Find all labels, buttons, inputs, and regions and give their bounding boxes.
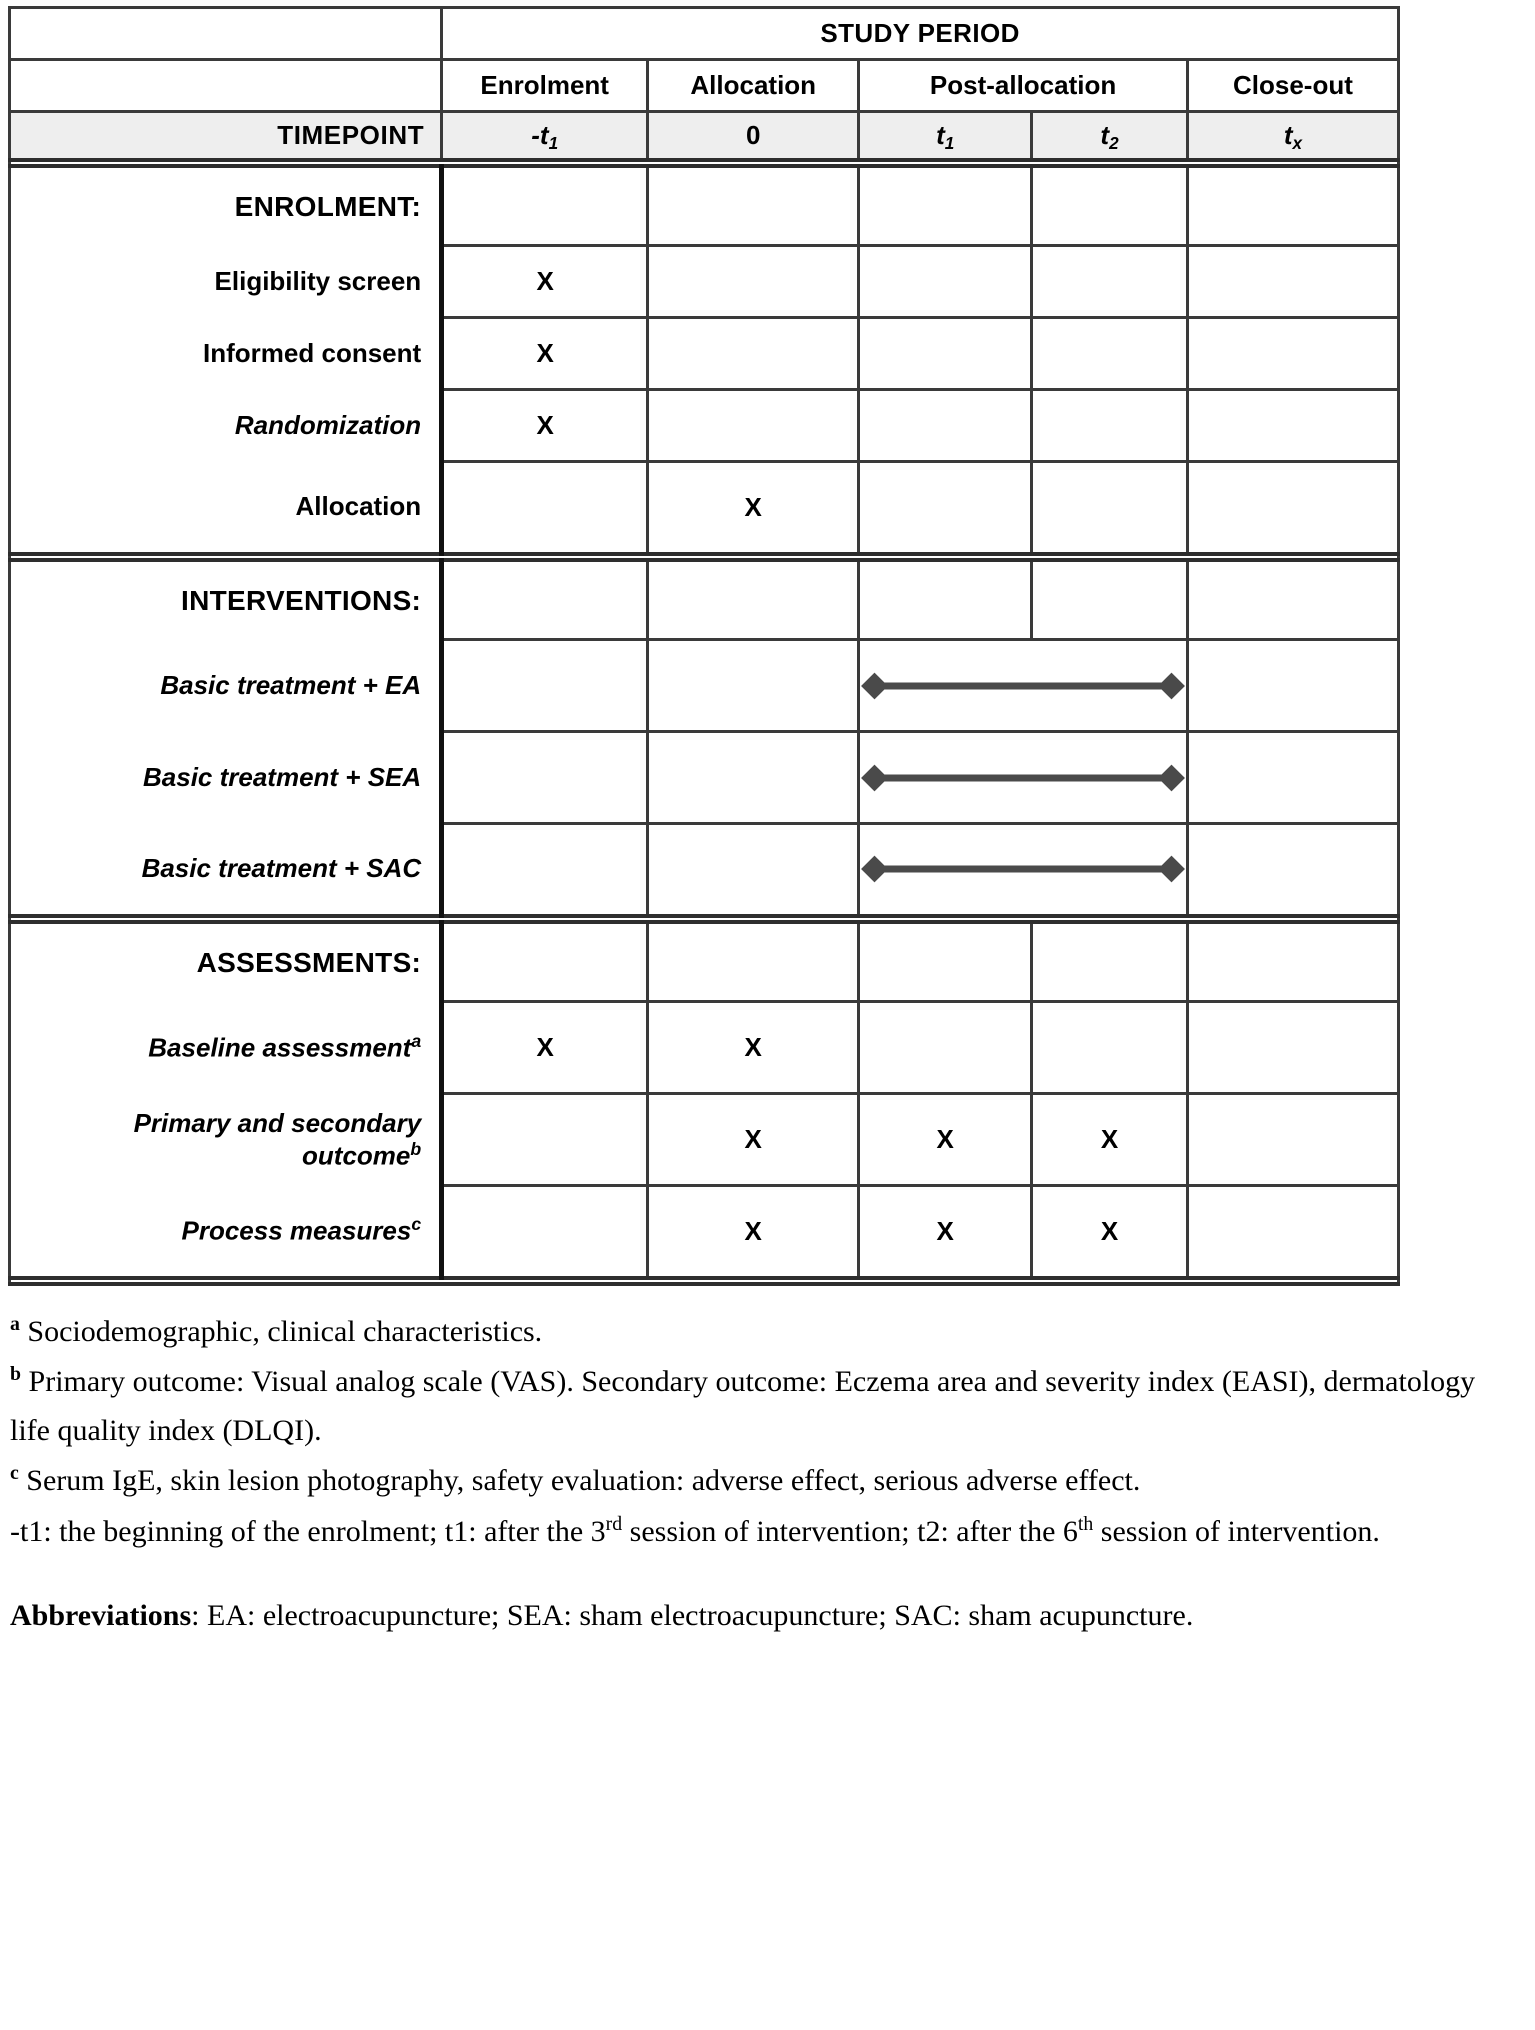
- intervention-bar-sea: [859, 732, 1188, 824]
- footnote-timepoints: [10, 1508, 1510, 1557]
- bar-line: [874, 866, 1172, 873]
- section-heading-assessments: ASSESSMENTS:: [10, 922, 442, 1002]
- cell-mark: [1032, 318, 1188, 390]
- cell-mark: [1187, 1094, 1398, 1186]
- table-bottom-border: [10, 1278, 1399, 1284]
- cell-mark: X: [648, 1186, 859, 1278]
- cell: [442, 166, 648, 246]
- footnote-marker-a: a: [411, 1031, 422, 1052]
- row-label-informed-consent: Informed consent: [10, 318, 442, 390]
- cell: [442, 560, 648, 640]
- cell: [1032, 166, 1188, 246]
- cell-mark: [442, 1094, 648, 1186]
- cell-mark: [859, 246, 1032, 318]
- row-label-primary-secondary-outcome-text: Primary and secondary outcome: [133, 1107, 422, 1171]
- table-row: [10, 318, 1399, 390]
- phase-post-allocation: Post-allocation: [859, 60, 1188, 112]
- table-row: [10, 732, 1399, 824]
- cell: [1187, 732, 1398, 824]
- table-row: [10, 640, 1399, 732]
- cell: [1032, 560, 1188, 640]
- footnotes-block: [10, 1308, 1510, 1642]
- bar-diamond-start: [861, 764, 888, 791]
- cell-mark: X: [1032, 1186, 1188, 1278]
- cell-mark: X: [648, 1094, 859, 1186]
- study-period-header: STUDY PERIOD: [442, 8, 1399, 60]
- separator-cell: [1187, 1278, 1398, 1284]
- separator-cell: [442, 1278, 648, 1284]
- timepoint-tx-base: t: [1283, 119, 1293, 150]
- cell: [1187, 166, 1398, 246]
- cell: [859, 560, 1032, 640]
- cell-mark: [1187, 246, 1398, 318]
- table-row: [10, 390, 1399, 462]
- cell: [648, 560, 859, 640]
- table-row: [10, 462, 1399, 554]
- bar-diamond-end: [1158, 764, 1185, 791]
- cell-mark: [648, 246, 859, 318]
- footnote-c-text: Serum IgE, skin lesion photography, safety evaluation: adverse effect, serious adverse effect.: [18, 1464, 1141, 1498]
- intervention-bar-sac: [859, 824, 1188, 916]
- cell: [442, 922, 648, 1002]
- timepoint-t1-sub: 1: [944, 132, 955, 153]
- bar-diamond-end: [1158, 672, 1185, 699]
- cell-mark: X: [442, 318, 648, 390]
- intervention-bar-graphic: [860, 765, 1186, 791]
- footnote-c: [10, 1457, 1510, 1506]
- row-label-baseline-assessment-text: Baseline assessment: [148, 1032, 412, 1063]
- footnote-b-marker: b: [10, 1363, 22, 1386]
- table-row: [10, 824, 1399, 916]
- cell-mark: X: [859, 1094, 1032, 1186]
- cell-mark: X: [442, 1002, 648, 1094]
- cell-mark: [442, 1186, 648, 1278]
- phase-allocation: Allocation: [648, 60, 859, 112]
- header-study-period-row: [10, 8, 1399, 60]
- bar-line: [874, 774, 1172, 781]
- spirit-schedule-table: [8, 6, 1400, 1286]
- bar-diamond-end: [1158, 856, 1185, 883]
- row-label-allocation: Allocation: [10, 462, 442, 554]
- cell-mark: [442, 462, 648, 554]
- header-corner-blank: [10, 8, 442, 60]
- footnote-timepoints-part1: -t1: the beginning of the enrolment; t1: after the 3: [10, 1514, 606, 1548]
- separator-cell: [1032, 1278, 1188, 1284]
- cell: [442, 640, 648, 732]
- cell-mark: X: [648, 462, 859, 554]
- separator-cell: [859, 1278, 1032, 1284]
- cell-mark: [1032, 1002, 1188, 1094]
- row-label-process-measures: [10, 1186, 442, 1278]
- footnote-a-text: Sociodemographic, clinical characteristics.: [19, 1314, 543, 1348]
- phase-enrolment: Enrolment: [442, 60, 648, 112]
- cell: [1187, 922, 1398, 1002]
- cell-mark: X: [648, 1002, 859, 1094]
- row-label-basic-treatment-sac: Basic treatment + SAC: [10, 824, 442, 916]
- phase-close-out: Close-out: [1187, 60, 1398, 112]
- table-row: [10, 1094, 1399, 1186]
- cell-mark: [859, 390, 1032, 462]
- table-row: [10, 166, 1399, 246]
- timepoint-allocation: [648, 112, 859, 160]
- cell: [442, 732, 648, 824]
- footnote-b-text: Primary outcome: Visual analog scale (VAS). Secondary outcome: Eczema area and severity index (EASI), dermatology life quality index (DLQI).: [10, 1365, 1476, 1447]
- cell-mark: X: [1032, 1094, 1188, 1186]
- intervention-bar-graphic: [860, 673, 1186, 699]
- footnote-timepoints-part3: session of intervention.: [1093, 1514, 1380, 1548]
- footnote-timepoints-part2: session of intervention; t2: after the 6: [622, 1514, 1078, 1548]
- table-row: [10, 1002, 1399, 1094]
- cell: [1187, 824, 1398, 916]
- timepoint-enrolment-base: -t: [531, 119, 549, 150]
- timepoint-tx: [1187, 112, 1398, 160]
- row-label-basic-treatment-sea: Basic treatment + SEA: [10, 732, 442, 824]
- bar-diamond-start: [861, 672, 888, 699]
- cell: [1187, 640, 1398, 732]
- separator-cell: [10, 1278, 442, 1284]
- footnote-b: [10, 1358, 1510, 1455]
- cell-mark: [1032, 390, 1188, 462]
- cell: [859, 166, 1032, 246]
- cell: [648, 922, 859, 1002]
- table-row: [10, 1186, 1399, 1278]
- footnote-c-marker: c: [10, 1462, 19, 1485]
- abbreviations-label: Abbreviations: [10, 1599, 192, 1633]
- row-label-baseline-assessment: [10, 1002, 442, 1094]
- timepoint-enrolment: [442, 112, 648, 160]
- footnote-a-marker: a: [10, 1312, 20, 1335]
- table-row: [10, 246, 1399, 318]
- intervention-bar-ea: [859, 640, 1188, 732]
- footnote-spacer: [10, 1558, 1510, 1592]
- cell-mark: [1187, 318, 1398, 390]
- cell: [648, 732, 859, 824]
- table-row: [10, 922, 1399, 1002]
- footnote-abbreviations: [10, 1592, 1510, 1641]
- intervention-bar-graphic: [860, 856, 1186, 882]
- cell-mark: [648, 390, 859, 462]
- cell-mark: [859, 462, 1032, 554]
- row-label-process-measures-text: Process measures: [181, 1215, 412, 1246]
- abbreviations-text: : EA: electroacupuncture; SEA: sham electroacupuncture; SAC: sham acupuncture.: [191, 1599, 1194, 1633]
- cell-mark: X: [442, 390, 648, 462]
- cell-mark: [859, 1002, 1032, 1094]
- timepoint-t2-base: t: [1100, 119, 1110, 150]
- bar-diamond-start: [861, 856, 888, 883]
- timepoint-enrolment-sub: 1: [548, 132, 559, 153]
- footnote-marker-b: b: [410, 1138, 422, 1159]
- cell: [648, 640, 859, 732]
- timepoint-t2-sub: 2: [1109, 132, 1119, 153]
- timepoint-allocation-base: 0: [745, 119, 761, 150]
- footnote-marker-c: c: [411, 1214, 422, 1235]
- header-phase-blank: [10, 60, 442, 112]
- cell: [442, 824, 648, 916]
- cell-mark: [1187, 462, 1398, 554]
- cell: [648, 824, 859, 916]
- cell-mark: [1187, 1002, 1398, 1094]
- cell-mark: [1187, 390, 1398, 462]
- cell-mark: [859, 318, 1032, 390]
- cell-mark: [1032, 246, 1188, 318]
- cell-mark: X: [859, 1186, 1032, 1278]
- cell-mark: X: [442, 246, 648, 318]
- footnote-a: [10, 1308, 1510, 1357]
- section-heading-interventions: INTERVENTIONS:: [10, 560, 442, 640]
- ordinal-rd: rd: [605, 1512, 623, 1535]
- timepoint-t1-base: t: [936, 119, 945, 150]
- cell-mark: [1187, 1186, 1398, 1278]
- timepoint-label: TIMEPOINT: [10, 112, 442, 160]
- cell: [1187, 560, 1398, 640]
- bar-line: [874, 682, 1172, 689]
- timepoint-row: [10, 112, 1399, 160]
- cell: [859, 922, 1032, 1002]
- cell-mark: [1032, 462, 1188, 554]
- row-label-randomization: Randomization: [10, 390, 442, 462]
- cell-mark: [648, 318, 859, 390]
- timepoint-t1: [859, 112, 1032, 160]
- cell: [1032, 922, 1188, 1002]
- timepoint-tx-sub: x: [1292, 132, 1303, 153]
- row-label-basic-treatment-ea: Basic treatment + EA: [10, 640, 442, 732]
- timepoint-t2: [1032, 112, 1188, 160]
- table-row: [10, 560, 1399, 640]
- separator-cell: [648, 1278, 859, 1284]
- section-heading-enrolment: ENROLMENT:: [10, 166, 442, 246]
- header-phase-row: [10, 60, 1399, 112]
- cell: [648, 166, 859, 246]
- row-label-eligibility-screen: Eligibility screen: [10, 246, 442, 318]
- row-label-primary-secondary-outcome: [10, 1094, 442, 1186]
- ordinal-th: th: [1077, 1512, 1094, 1535]
